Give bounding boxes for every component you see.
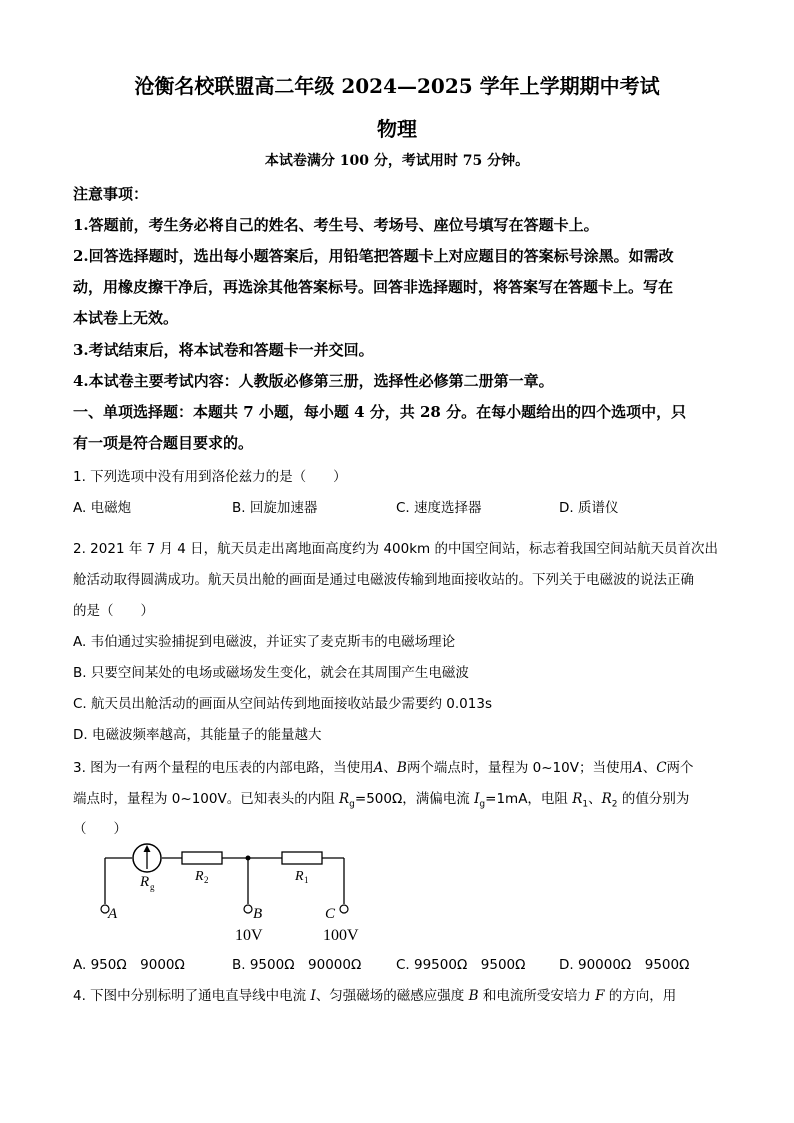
label-r2-sub: 2 [204, 875, 209, 885]
terminal-b-label: B [253, 906, 263, 922]
label-rg: R [140, 874, 150, 890]
question-2-stem: 的是（ ） [73, 603, 154, 619]
question-1-option-c: C. 速度选择器 [396, 500, 482, 516]
question-2-option-a: A. 韦伯通过实验捕捉到电磁波，并证实了麦克斯韦的电磁场理论 [73, 634, 456, 650]
terminal-b [244, 905, 252, 913]
notice-item: 2.回答选择题时，选出每小题答案后，用铅笔把答题卡上对应题目的答案标号涂黑。如需改 [73, 247, 674, 265]
question-2-option-c: C. 航天员出舱活动的画面从空间站传到地面接收站最少需要约 0.013s [73, 696, 492, 712]
range-100v-label: 100V [323, 927, 359, 944]
question-3-stem: （ ） [73, 821, 127, 837]
label-r1-sub: 1 [304, 875, 309, 885]
circuit-diagram [90, 838, 380, 948]
question-2-stem: 2. 2021 年 7 月 4 日，航天员走出离地面高度约为 400km 的中国空间站，标志着我国空间站航天员首次出 [73, 541, 718, 557]
question-1-option-b: B. 回旋加速器 [232, 500, 318, 516]
terminal-c [340, 905, 348, 913]
question-3-stem: 端点时，量程为 0~100V。已知表头的内阻 $R_g=500\Omega$，满偏电流 $I_g=1mA$，电阻 $R_1$、$R_2$ 的值分别为 [73, 791, 690, 810]
question-4-stem: 4. 下图中分别标明了通电直导线中电流 I、匀强磁场的磁感应强度 B 和电流所受安培力 F 的方向，用 [73, 988, 677, 1004]
question-1-stem: 1. 下列选项中没有用到洛伦兹力的是（ ） [73, 469, 347, 485]
exam-subtitle: 本试卷满分 100 分，考试用时 75 分钟。 [264, 153, 530, 169]
terminal-c-label: C [325, 906, 336, 922]
question-2-option-d: D. 电磁波频率越高，其能量子的能量越大 [73, 727, 322, 743]
notice-item: 3.考试结束后，将本试卷和答题卡一并交回。 [73, 341, 374, 359]
label-r2: R [195, 869, 204, 884]
notice-item: 动，用橡皮擦干净后，再选涂其他答案标号。回答非选择题时，将答案写在答题卡上。写在 [73, 278, 674, 296]
question-3-option-a: A. 950Ω 9000Ω [73, 957, 185, 973]
question-3-option-d: D. 90000Ω 9500Ω [559, 957, 690, 973]
junction-dot [246, 856, 251, 861]
question-1-option-a: A. 电磁炮 [73, 500, 132, 516]
subject-title: 物理 [377, 117, 417, 141]
question-3-option-b: B. 9500Ω 90000Ω [232, 957, 362, 973]
label-r1: R [295, 869, 304, 884]
resistor-r1 [282, 852, 322, 864]
question-2-stem: 舱活动取得圆满成功。航天员出舱的画面是通过电磁波传输到地面接收站的。下列关于电磁波的说法正确 [73, 572, 694, 588]
exam-title: 沧衡名校联盟高二年级 2024—2025 学年上学期期中考试 [134, 74, 660, 98]
section-heading: 有一项是符合题目要求的。 [73, 434, 254, 452]
question-3-stem: 3. 图为一有两个量程的电压表的内部电路，当使用A、B两个端点时，量程为 0~10V；当使用A、C两个 [73, 760, 694, 776]
notice-item: 本试卷上无效。 [73, 309, 179, 327]
terminal-a-label: A [108, 906, 118, 922]
resistor-r2 [182, 852, 222, 864]
section-heading: 一、单项选择题：本题共 7 小题，每小题 4 分，共 28 分。在每小题给出的四个选项中，只 [73, 403, 687, 421]
notice-item: 1.答题前，考生务必将自己的姓名、考生号、考场号、座位号填写在答题卡上。 [73, 216, 599, 234]
label-rg-sub: g [150, 882, 155, 892]
range-10v-label: 10V [235, 927, 263, 944]
notice-item: 4.本试卷主要考试内容：人教版必修第三册，选择性必修第二册第一章。 [73, 372, 554, 390]
notice-heading: 注意事项： [73, 185, 149, 203]
question-3-option-c: C. 99500Ω 9500Ω [396, 957, 526, 973]
question-2-option-b: B. 只要空间某处的电场或磁场发生变化，就会在其周围产生电磁波 [73, 665, 469, 681]
question-1-option-d: D. 质谱仪 [559, 500, 619, 516]
